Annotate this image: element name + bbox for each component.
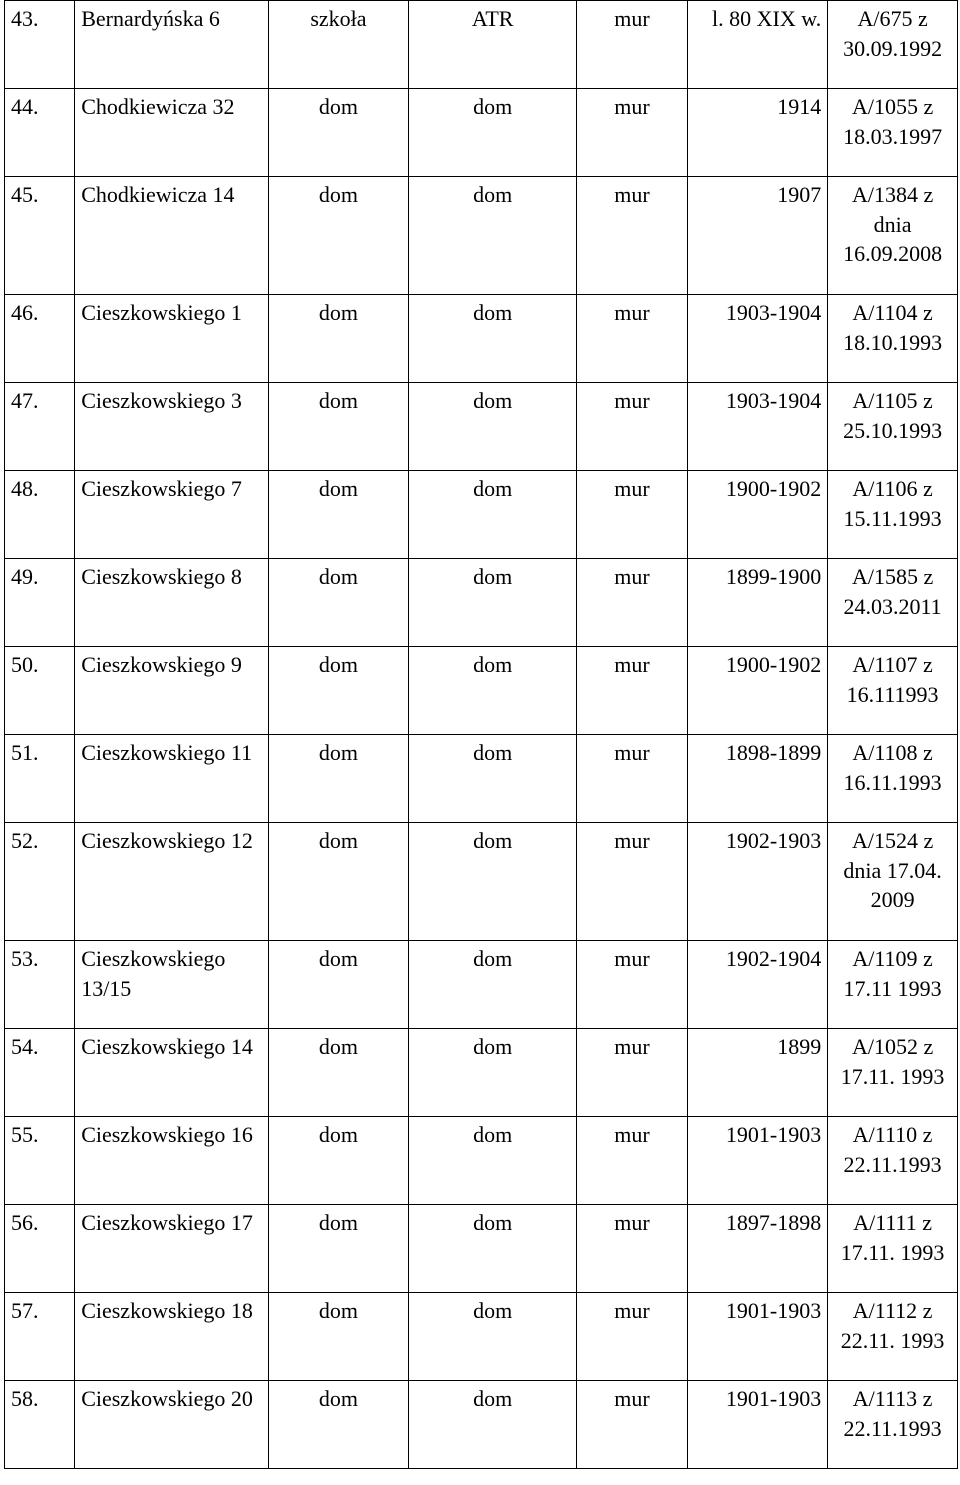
register-entry-cell: A/1109 z 17.11 1993 <box>828 941 958 1029</box>
material-cell: mur <box>577 1205 688 1293</box>
original-function-cell: dom <box>268 647 408 735</box>
construction-date-cell: 1897-1898 <box>687 1205 827 1293</box>
construction-date-cell: 1902-1903 <box>687 823 827 941</box>
material-cell: mur <box>577 1381 688 1469</box>
original-function-cell: dom <box>268 177 408 295</box>
address-cell: Cieszkowskiego 1 <box>75 295 269 383</box>
construction-date-cell: 1902-1904 <box>687 941 827 1029</box>
original-function-cell: dom <box>268 735 408 823</box>
construction-date-cell: 1898-1899 <box>687 735 827 823</box>
construction-date-cell: 1914 <box>687 89 827 177</box>
current-function-cell: ATR <box>409 1 577 89</box>
construction-date-cell: 1899-1900 <box>687 559 827 647</box>
monument-register-table <box>4 0 958 1469</box>
table-row <box>5 1293 958 1381</box>
material-cell: mur <box>577 177 688 295</box>
material-cell: mur <box>577 89 688 177</box>
row-number: 44. <box>5 89 75 177</box>
address-cell: Chodkiewicza 32 <box>75 89 269 177</box>
table-row <box>5 383 958 471</box>
current-function-cell: dom <box>409 941 577 1029</box>
original-function-cell: dom <box>268 1117 408 1205</box>
table-row <box>5 559 958 647</box>
construction-date-cell: l. 80 XIX w. <box>687 1 827 89</box>
material-cell: mur <box>577 647 688 735</box>
row-number: 45. <box>5 177 75 295</box>
construction-date-cell: 1907 <box>687 177 827 295</box>
material-cell: mur <box>577 1117 688 1205</box>
material-cell: mur <box>577 471 688 559</box>
construction-date-cell: 1901-1903 <box>687 1293 827 1381</box>
construction-date-cell: 1900-1902 <box>687 471 827 559</box>
row-number: 48. <box>5 471 75 559</box>
table-row <box>5 1 958 89</box>
row-number: 50. <box>5 647 75 735</box>
table-row <box>5 1381 958 1469</box>
table-row <box>5 177 958 295</box>
table-row <box>5 1029 958 1117</box>
table-row <box>5 1117 958 1205</box>
current-function-cell: dom <box>409 1029 577 1117</box>
row-number: 55. <box>5 1117 75 1205</box>
address-cell: Cieszkowskiego 14 <box>75 1029 269 1117</box>
construction-date-cell: 1903-1904 <box>687 383 827 471</box>
register-entry-cell: A/1108 z 16.11.1993 <box>828 735 958 823</box>
register-entry-cell: A/1105 z 25.10.1993 <box>828 383 958 471</box>
original-function-cell: dom <box>268 471 408 559</box>
address-cell: Cieszkowskiego 9 <box>75 647 269 735</box>
address-cell: Bernardyńska 6 <box>75 1 269 89</box>
table-body <box>5 1 958 1469</box>
original-function-cell: szkoła <box>268 1 408 89</box>
register-entry-cell: A/1384 z dnia 16.09.2008 <box>828 177 958 295</box>
table-row <box>5 471 958 559</box>
register-entry-cell: A/1585 z 24.03.2011 <box>828 559 958 647</box>
register-entry-cell: A/1524 z dnia 17.04. 2009 <box>828 823 958 941</box>
address-cell: Cieszkowskiego 17 <box>75 1205 269 1293</box>
address-cell: Cieszkowskiego 7 <box>75 471 269 559</box>
construction-date-cell: 1903-1904 <box>687 295 827 383</box>
register-entry-cell: A/1107 z 16.111993 <box>828 647 958 735</box>
address-cell: Cieszkowskiego 20 <box>75 1381 269 1469</box>
row-number: 58. <box>5 1381 75 1469</box>
row-number: 54. <box>5 1029 75 1117</box>
table-row <box>5 89 958 177</box>
row-number: 43. <box>5 1 75 89</box>
material-cell: mur <box>577 295 688 383</box>
construction-date-cell: 1901-1903 <box>687 1117 827 1205</box>
material-cell: mur <box>577 823 688 941</box>
construction-date-cell: 1899 <box>687 1029 827 1117</box>
construction-date-cell: 1900-1902 <box>687 647 827 735</box>
register-entry-cell: A/1055 z 18.03.1997 <box>828 89 958 177</box>
current-function-cell: dom <box>409 383 577 471</box>
address-cell: Cieszkowskiego 8 <box>75 559 269 647</box>
table-row <box>5 1205 958 1293</box>
register-entry-cell: A/675 z 30.09.1992 <box>828 1 958 89</box>
original-function-cell: dom <box>268 1205 408 1293</box>
current-function-cell: dom <box>409 471 577 559</box>
register-entry-cell: A/1110 z 22.11.1993 <box>828 1117 958 1205</box>
original-function-cell: dom <box>268 559 408 647</box>
material-cell: mur <box>577 559 688 647</box>
original-function-cell: dom <box>268 383 408 471</box>
original-function-cell: dom <box>268 295 408 383</box>
original-function-cell: dom <box>268 89 408 177</box>
material-cell: mur <box>577 735 688 823</box>
current-function-cell: dom <box>409 823 577 941</box>
construction-date-cell: 1901-1903 <box>687 1381 827 1469</box>
current-function-cell: dom <box>409 1293 577 1381</box>
material-cell: mur <box>577 1293 688 1381</box>
original-function-cell: dom <box>268 1293 408 1381</box>
register-entry-cell: A/1111 z 17.11. 1993 <box>828 1205 958 1293</box>
current-function-cell: dom <box>409 735 577 823</box>
address-cell: Cieszkowskiego 16 <box>75 1117 269 1205</box>
material-cell: mur <box>577 1 688 89</box>
register-entry-cell: A/1106 z 15.11.1993 <box>828 471 958 559</box>
address-cell: Cieszkowskiego 13/15 <box>75 941 269 1029</box>
table-row <box>5 735 958 823</box>
current-function-cell: dom <box>409 89 577 177</box>
table-row <box>5 941 958 1029</box>
current-function-cell: dom <box>409 177 577 295</box>
current-function-cell: dom <box>409 647 577 735</box>
row-number: 56. <box>5 1205 75 1293</box>
row-number: 47. <box>5 383 75 471</box>
original-function-cell: dom <box>268 1381 408 1469</box>
row-number: 49. <box>5 559 75 647</box>
address-cell: Cieszkowskiego 18 <box>75 1293 269 1381</box>
table-row <box>5 823 958 941</box>
row-number: 51. <box>5 735 75 823</box>
table-row <box>5 295 958 383</box>
row-number: 46. <box>5 295 75 383</box>
current-function-cell: dom <box>409 1117 577 1205</box>
table-row <box>5 647 958 735</box>
current-function-cell: dom <box>409 559 577 647</box>
original-function-cell: dom <box>268 823 408 941</box>
register-entry-cell: A/1113 z 22.11.1993 <box>828 1381 958 1469</box>
address-cell: Cieszkowskiego 3 <box>75 383 269 471</box>
material-cell: mur <box>577 1029 688 1117</box>
register-entry-cell: A/1112 z 22.11. 1993 <box>828 1293 958 1381</box>
address-cell: Cieszkowskiego 12 <box>75 823 269 941</box>
row-number: 52. <box>5 823 75 941</box>
row-number: 53. <box>5 941 75 1029</box>
current-function-cell: dom <box>409 1205 577 1293</box>
address-cell: Cieszkowskiego 11 <box>75 735 269 823</box>
original-function-cell: dom <box>268 1029 408 1117</box>
register-entry-cell: A/1104 z 18.10.1993 <box>828 295 958 383</box>
material-cell: mur <box>577 941 688 1029</box>
current-function-cell: dom <box>409 295 577 383</box>
address-cell: Chodkiewicza 14 <box>75 177 269 295</box>
material-cell: mur <box>577 383 688 471</box>
row-number: 57. <box>5 1293 75 1381</box>
current-function-cell: dom <box>409 1381 577 1469</box>
register-entry-cell: A/1052 z 17.11. 1993 <box>828 1029 958 1117</box>
original-function-cell: dom <box>268 941 408 1029</box>
